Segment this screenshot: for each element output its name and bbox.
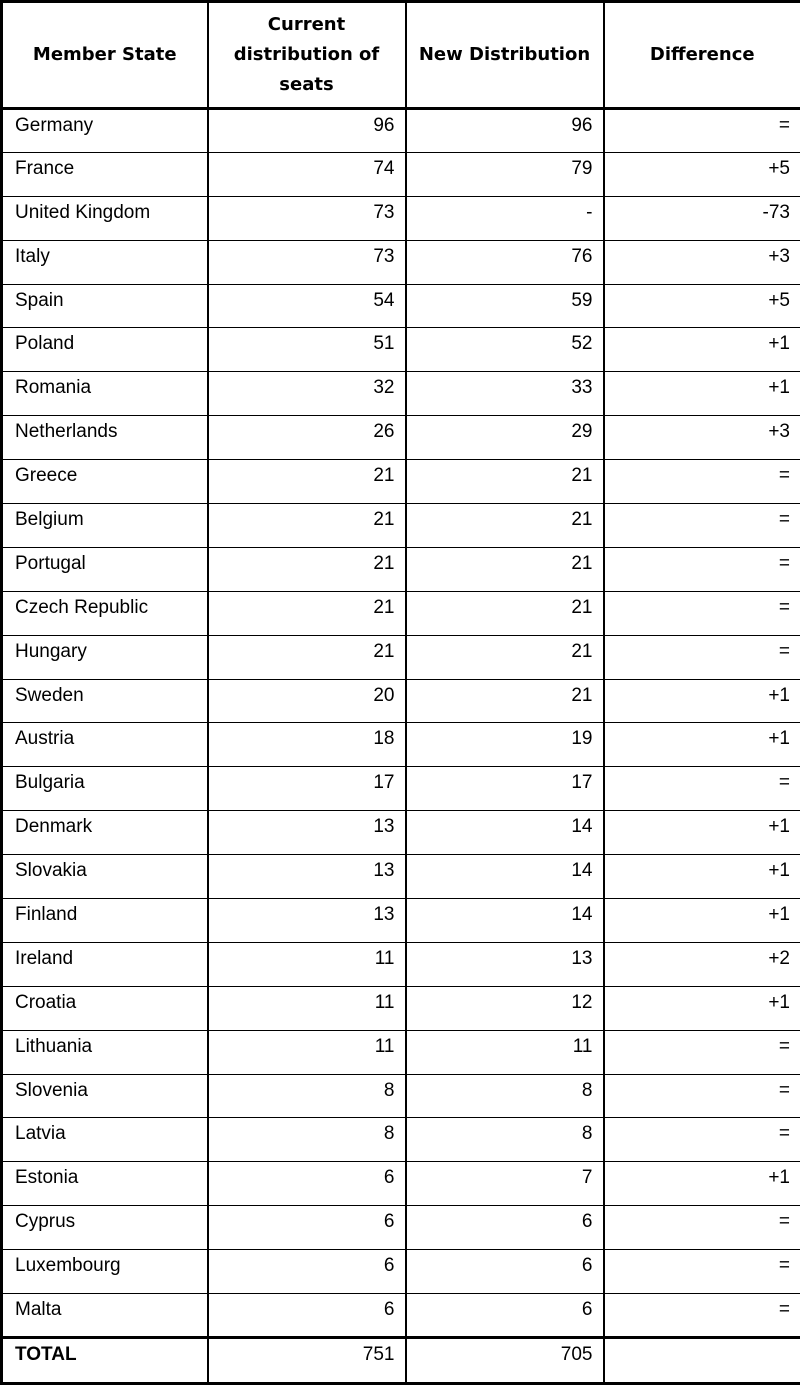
- current-seats-cell: 8: [208, 1118, 406, 1162]
- table-row: [2, 1074, 800, 1118]
- new-seats-cell: 21: [406, 635, 604, 679]
- difference-cell: +5: [604, 284, 800, 328]
- difference-cell: =: [604, 1294, 800, 1338]
- new-seats-cell: 11: [406, 1030, 604, 1074]
- member-state-cell: Lithuania: [2, 1030, 208, 1074]
- new-seats-cell: -: [406, 196, 604, 240]
- current-seats-cell: 18: [208, 723, 406, 767]
- table-row: [2, 109, 800, 153]
- table-row: [2, 1162, 800, 1206]
- difference-cell: +1: [604, 1162, 800, 1206]
- current-seats-cell: 21: [208, 504, 406, 548]
- member-state-cell: Cyprus: [2, 1206, 208, 1250]
- new-seats-cell: 6: [406, 1294, 604, 1338]
- difference-cell: +1: [604, 372, 800, 416]
- difference-cell: =: [604, 1206, 800, 1250]
- member-state-cell: Latvia: [2, 1118, 208, 1162]
- table-row: [2, 679, 800, 723]
- member-state-cell: France: [2, 152, 208, 196]
- member-state-cell: Croatia: [2, 986, 208, 1030]
- new-seats-cell: 21: [406, 504, 604, 548]
- current-seats-cell: 13: [208, 855, 406, 899]
- current-seats-cell: 51: [208, 328, 406, 372]
- new-seats-cell: 52: [406, 328, 604, 372]
- new-seats-cell: 8: [406, 1074, 604, 1118]
- member-state-cell: Sweden: [2, 679, 208, 723]
- table-row: [2, 942, 800, 986]
- table-row: [2, 811, 800, 855]
- member-state-cell: Austria: [2, 723, 208, 767]
- member-state-cell: Denmark: [2, 811, 208, 855]
- difference-cell: =: [604, 460, 800, 504]
- current-seats-cell: 17: [208, 767, 406, 811]
- member-state-cell: Greece: [2, 460, 208, 504]
- current-seats-cell: 54: [208, 284, 406, 328]
- current-seats-cell: 6: [208, 1250, 406, 1294]
- difference-cell: =: [604, 635, 800, 679]
- member-state-cell: Czech Republic: [2, 591, 208, 635]
- new-seats-cell: 14: [406, 855, 604, 899]
- difference-cell: =: [604, 504, 800, 548]
- current-seats-cell: 32: [208, 372, 406, 416]
- new-seats-cell: 21: [406, 547, 604, 591]
- table-row: [2, 416, 800, 460]
- member-state-cell: Portugal: [2, 547, 208, 591]
- new-seats-cell: 19: [406, 723, 604, 767]
- new-seats-cell: 79: [406, 152, 604, 196]
- table-row: [2, 855, 800, 899]
- table-row: [2, 1294, 800, 1338]
- current-seats-cell: 6: [208, 1206, 406, 1250]
- header-current-distribution: Current distribution of seats: [208, 2, 406, 109]
- new-seats-cell: 96: [406, 109, 604, 153]
- difference-cell: +1: [604, 986, 800, 1030]
- new-seats-cell: 33: [406, 372, 604, 416]
- member-state-cell: Finland: [2, 899, 208, 943]
- new-seats-cell: 21: [406, 679, 604, 723]
- new-seats-cell: 14: [406, 811, 604, 855]
- difference-cell: =: [604, 1074, 800, 1118]
- table-row: [2, 899, 800, 943]
- difference-cell: =: [604, 591, 800, 635]
- table-row: [2, 196, 800, 240]
- difference-cell: =: [604, 767, 800, 811]
- new-seats-cell: 6: [406, 1206, 604, 1250]
- table-row: [2, 723, 800, 767]
- total-label: TOTAL: [2, 1337, 208, 1383]
- member-state-cell: Estonia: [2, 1162, 208, 1206]
- table-row: [2, 1118, 800, 1162]
- member-state-cell: Romania: [2, 372, 208, 416]
- difference-cell: =: [604, 547, 800, 591]
- difference-cell: +1: [604, 855, 800, 899]
- table-row: [2, 547, 800, 591]
- difference-cell: +3: [604, 240, 800, 284]
- table-row: [2, 504, 800, 548]
- member-state-cell: Italy: [2, 240, 208, 284]
- difference-cell: -73: [604, 196, 800, 240]
- difference-cell: =: [604, 1118, 800, 1162]
- table-row: [2, 240, 800, 284]
- difference-cell: +1: [604, 679, 800, 723]
- total-new: 705: [406, 1337, 604, 1383]
- difference-cell: +5: [604, 152, 800, 196]
- table-row: [2, 1030, 800, 1074]
- member-state-cell: Poland: [2, 328, 208, 372]
- current-seats-cell: 11: [208, 942, 406, 986]
- table-body: [2, 109, 800, 1338]
- header-new-distribution: New Distribution: [406, 2, 604, 109]
- member-state-cell: Germany: [2, 109, 208, 153]
- new-seats-cell: 59: [406, 284, 604, 328]
- table-row: [2, 767, 800, 811]
- current-seats-cell: 6: [208, 1162, 406, 1206]
- difference-cell: +1: [604, 899, 800, 943]
- difference-cell: +3: [604, 416, 800, 460]
- member-state-cell: Belgium: [2, 504, 208, 548]
- current-seats-cell: 13: [208, 899, 406, 943]
- table-row: [2, 1250, 800, 1294]
- current-seats-cell: 21: [208, 460, 406, 504]
- new-seats-cell: 12: [406, 986, 604, 1030]
- header-member-state: Member State: [2, 2, 208, 109]
- current-seats-cell: 74: [208, 152, 406, 196]
- current-seats-cell: 11: [208, 986, 406, 1030]
- difference-cell: =: [604, 1030, 800, 1074]
- table-row: [2, 460, 800, 504]
- table-row: [2, 284, 800, 328]
- member-state-cell: Spain: [2, 284, 208, 328]
- current-seats-cell: 73: [208, 240, 406, 284]
- current-seats-cell: 21: [208, 591, 406, 635]
- new-seats-cell: 76: [406, 240, 604, 284]
- table-row: [2, 328, 800, 372]
- current-seats-cell: 21: [208, 547, 406, 591]
- new-seats-cell: 29: [406, 416, 604, 460]
- current-seats-cell: 26: [208, 416, 406, 460]
- table-row: [2, 372, 800, 416]
- difference-cell: +1: [604, 328, 800, 372]
- header-difference: Difference: [604, 2, 800, 109]
- table-row: [2, 1206, 800, 1250]
- current-seats-cell: 13: [208, 811, 406, 855]
- total-difference: [604, 1337, 800, 1383]
- member-state-cell: Ireland: [2, 942, 208, 986]
- current-seats-cell: 8: [208, 1074, 406, 1118]
- new-seats-cell: 8: [406, 1118, 604, 1162]
- header-row: [2, 2, 800, 109]
- member-state-cell: United Kingdom: [2, 196, 208, 240]
- current-seats-cell: 21: [208, 635, 406, 679]
- member-state-cell: Hungary: [2, 635, 208, 679]
- new-seats-cell: 6: [406, 1250, 604, 1294]
- difference-cell: =: [604, 1250, 800, 1294]
- total-current: 751: [208, 1337, 406, 1383]
- table-row: [2, 986, 800, 1030]
- new-seats-cell: 14: [406, 899, 604, 943]
- member-state-cell: Bulgaria: [2, 767, 208, 811]
- new-seats-cell: 17: [406, 767, 604, 811]
- new-seats-cell: 21: [406, 591, 604, 635]
- new-seats-cell: 7: [406, 1162, 604, 1206]
- difference-cell: +2: [604, 942, 800, 986]
- member-state-cell: Luxembourg: [2, 1250, 208, 1294]
- current-seats-cell: 11: [208, 1030, 406, 1074]
- difference-cell: +1: [604, 723, 800, 767]
- member-state-cell: Netherlands: [2, 416, 208, 460]
- table-row: [2, 591, 800, 635]
- current-seats-cell: 96: [208, 109, 406, 153]
- total-row: [2, 1337, 800, 1383]
- current-seats-cell: 73: [208, 196, 406, 240]
- current-seats-cell: 6: [208, 1294, 406, 1338]
- current-seats-cell: 20: [208, 679, 406, 723]
- member-state-cell: Slovakia: [2, 855, 208, 899]
- new-seats-cell: 21: [406, 460, 604, 504]
- new-seats-cell: 13: [406, 942, 604, 986]
- table-row: [2, 635, 800, 679]
- difference-cell: =: [604, 109, 800, 153]
- member-state-cell: Slovenia: [2, 1074, 208, 1118]
- table-row: [2, 152, 800, 196]
- member-state-cell: Malta: [2, 1294, 208, 1338]
- difference-cell: +1: [604, 811, 800, 855]
